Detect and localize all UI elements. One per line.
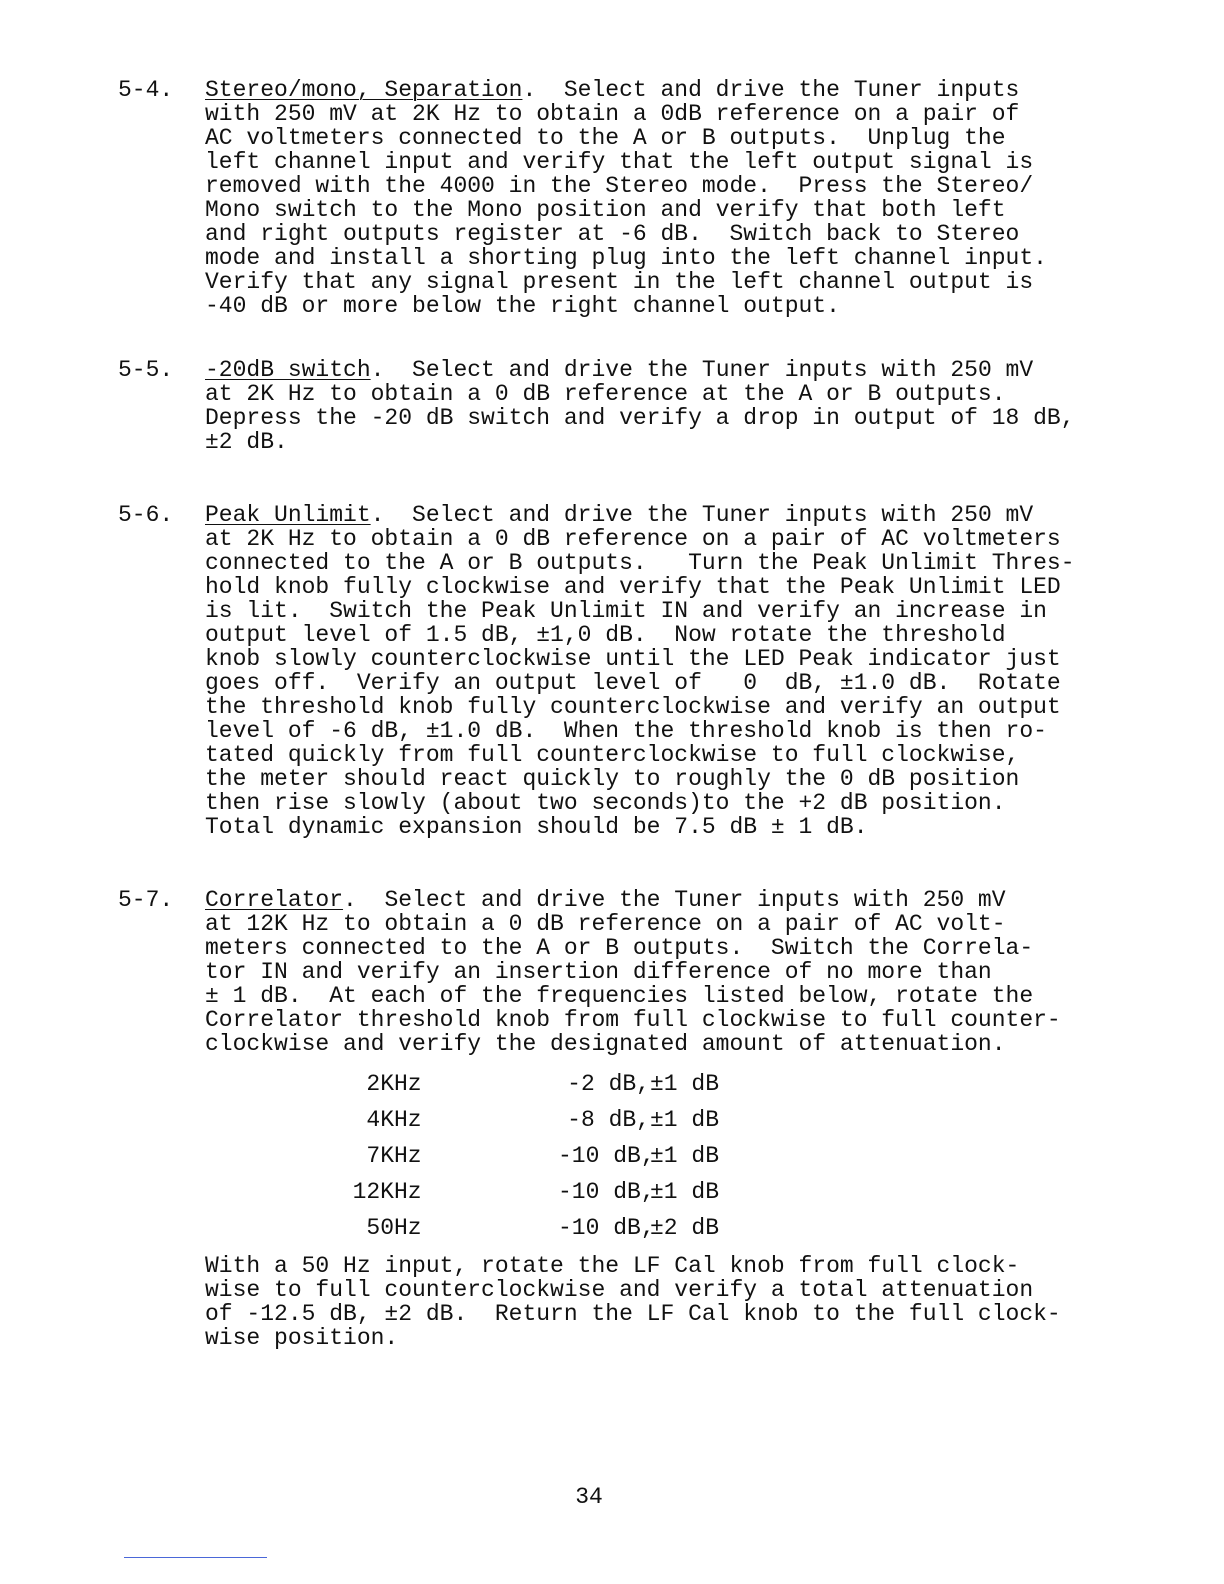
attenuation-value: -2 dB,	[567, 1071, 650, 1097]
tolerance-value: ±1 dB	[650, 1071, 720, 1097]
section-line: Mono switch to the Mono position and verify that both left	[205, 197, 1006, 223]
section-line: at 2K Hz to obtain a 0 dB reference at the A or B outputs.	[205, 381, 1006, 407]
freq-value: 50	[366, 1215, 394, 1241]
page-number: 34	[575, 1484, 603, 1510]
table-row	[338, 1108, 798, 1144]
tolerance-value: ±1 dB	[650, 1179, 720, 1205]
section-number: 5-5.	[118, 357, 174, 383]
section-line: ± 1 dB. At each of the frequencies listed below, rotate the	[205, 983, 1034, 1009]
section-line: with 250 mV at 2K Hz to obtain a 0dB reference on a pair of	[205, 101, 1020, 127]
section-heading: Peak Unlimit	[205, 502, 371, 528]
section-heading: Stereo/mono, Separation	[205, 77, 523, 103]
table-row	[338, 1180, 798, 1216]
section-number: 5-7.	[118, 887, 174, 913]
freq-value: 12K	[352, 1179, 394, 1205]
section-line: AC voltmeters connected to the A or B outputs. Unplug the	[205, 125, 1006, 151]
section-line: and right outputs register at -6 dB. Switch back to Stereo	[205, 221, 1020, 247]
section-number: 5-6.	[118, 502, 174, 528]
section-line: then rise slowly (about two seconds)to the +2 dB position.	[205, 790, 1006, 816]
section-line: connected to the A or B outputs. Turn the Peak Unlimit Thres-	[205, 550, 1075, 576]
freq-unit: Hz	[394, 1215, 422, 1241]
freq-unit: Hz	[394, 1071, 422, 1097]
freq-value: 4K	[366, 1107, 394, 1133]
section-line: tor IN and verify an insertion difference of no more than	[205, 959, 992, 985]
footnote-rule	[124, 1557, 267, 1558]
section-line: the meter should react quickly to roughly the 0 dB position	[205, 766, 1020, 792]
section-line: -20dB switch. Select and drive the Tuner inputs with 250 mV	[205, 357, 1034, 383]
section-body	[205, 1254, 1115, 1350]
section-line: goes off. Verify an output level of 0 dB, ±1.0 dB. Rotate	[205, 670, 1061, 696]
section-line: With a 50 Hz input, rotate the LF Cal knob from full clock-	[205, 1253, 1020, 1279]
section-line: level of -6 dB, ±1.0 dB. When the threshold knob is then ro-	[205, 718, 1047, 744]
section-line: wise to full counterclockwise and verify a total attenuation	[205, 1277, 1034, 1303]
section-line: ±2 dB.	[205, 429, 288, 455]
section-line: Stereo/mono, Separation. Select and drive the Tuner inputs	[205, 77, 1020, 103]
section-line: left channel input and verify that the left output signal is	[205, 149, 1034, 175]
section-line: output level of 1.5 dB, ±1,0 dB. Now rotate the threshold	[205, 622, 1006, 648]
section-line: Correlator threshold knob from full clockwise to full counter-	[205, 1007, 1061, 1033]
table-row	[338, 1216, 798, 1252]
attenuation-value: -10 dB,	[558, 1215, 655, 1241]
section-line: at 2K Hz to obtain a 0 dB reference on a pair of AC voltmeters	[205, 526, 1061, 552]
section-line: Verify that any signal present in the left channel output is	[205, 269, 1034, 295]
section-heading: Correlator	[205, 887, 344, 913]
freq-unit: Hz	[394, 1143, 422, 1169]
table-row	[338, 1144, 798, 1180]
attenuation-table	[338, 1072, 798, 1252]
tolerance-value: ±2 dB	[650, 1215, 720, 1241]
section-body	[205, 888, 1115, 1056]
freq-unit: Hz	[394, 1179, 422, 1205]
section-line: is lit. Switch the Peak Unlimit IN and verify an increase in	[205, 598, 1047, 624]
tolerance-value: ±1 dB	[650, 1143, 720, 1169]
section-body	[205, 78, 1115, 318]
attenuation-value: -10 dB,	[558, 1179, 655, 1205]
section-line: at 12K Hz to obtain a 0 dB reference on a pair of AC volt-	[205, 911, 1006, 937]
section-line: -40 dB or more below the right channel output.	[205, 293, 840, 319]
section-line: mode and install a shorting plug into the left channel input.	[205, 245, 1047, 271]
section-body	[205, 358, 1115, 454]
freq-unit: Hz	[394, 1107, 422, 1133]
table-row	[338, 1072, 798, 1108]
section-heading: -20dB switch	[205, 357, 371, 383]
section-line: the threshold knob fully counterclockwise and verify an output	[205, 694, 1061, 720]
section-body	[205, 503, 1115, 839]
attenuation-value: -10 dB,	[558, 1143, 655, 1169]
section-line: meters connected to the A or B outputs. Switch the Correla-	[205, 935, 1034, 961]
section-line: removed with the 4000 in the Stereo mode. Press the Stereo/	[205, 173, 1034, 199]
section-line: clockwise and verify the designated amount of attenuation.	[205, 1031, 1006, 1057]
attenuation-value: -8 dB,	[567, 1107, 650, 1133]
tolerance-value: ±1 dB	[650, 1107, 720, 1133]
section-line: Peak Unlimit. Select and drive the Tuner inputs with 250 mV	[205, 502, 1034, 528]
section-line: Total dynamic expansion should be 7.5 dB ± 1 dB.	[205, 814, 868, 840]
section-line: wise position.	[205, 1325, 399, 1351]
section-line: Correlator. Select and drive the Tuner inputs with 250 mV	[205, 887, 1006, 913]
section-line: tated quickly from full counterclockwise to full clockwise,	[205, 742, 1020, 768]
section-line: Depress the -20 dB switch and verify a drop in output of 18 dB,	[205, 405, 1075, 431]
freq-value: 7K	[366, 1143, 394, 1169]
section-line: of -12.5 dB, ±2 dB. Return the LF Cal knob to the full clock-	[205, 1301, 1061, 1327]
section-line: hold knob fully clockwise and verify that the Peak Unlimit LED	[205, 574, 1061, 600]
section-line: knob slowly counterclockwise until the LED Peak indicator just	[205, 646, 1061, 672]
freq-value: 2K	[366, 1071, 394, 1097]
section-number: 5-4.	[118, 77, 174, 103]
